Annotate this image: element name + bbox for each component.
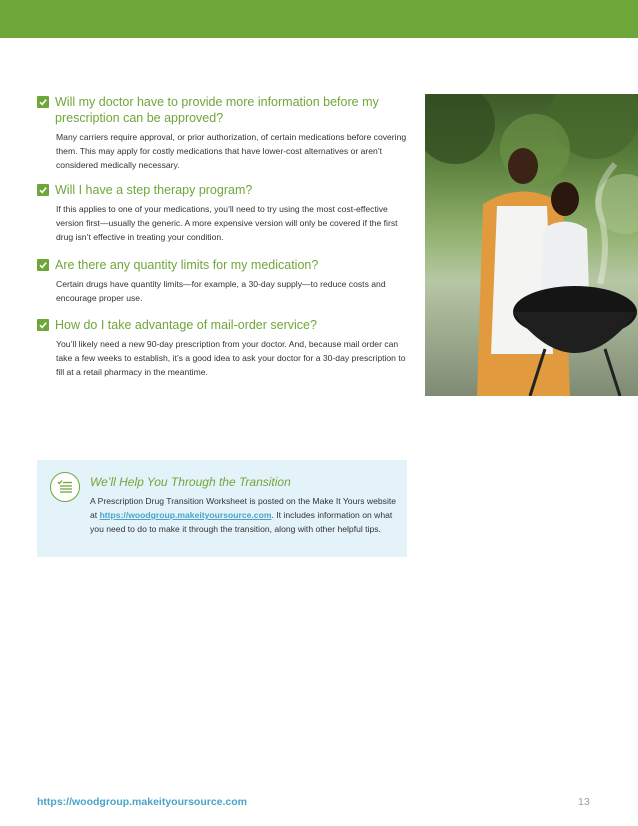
faq-question: Are there any quantity limits for my medication? bbox=[55, 258, 319, 272]
callout-body bbox=[90, 494, 400, 536]
checkbox-icon bbox=[37, 96, 49, 108]
checkbox-icon bbox=[37, 259, 49, 271]
faq-item bbox=[37, 182, 407, 244]
photo-couple-grilling bbox=[425, 94, 638, 396]
header-bar bbox=[0, 0, 638, 38]
worksheet-link[interactable]: https://woodgroup.makeityoursource.com bbox=[99, 510, 272, 520]
faq-question: Will my doctor have to provide more information before my prescription can be approved? bbox=[55, 95, 379, 125]
footer-url-link[interactable]: https://woodgroup.makeityoursource.com bbox=[37, 796, 248, 808]
callout-text: A Prescription Drug Transition Worksheet is posted on the Make It Yours website at bbox=[90, 496, 397, 520]
faq-item bbox=[37, 317, 407, 379]
checkbox-icon bbox=[37, 184, 49, 196]
checklist-icon bbox=[50, 472, 80, 502]
callout-text: . It includes information on what you need to do to make it through the transition, along with other helpful tips. bbox=[90, 510, 393, 534]
faq-question: Will I have a step therapy program? bbox=[55, 183, 253, 197]
faq-answer: You’ll likely need a new 90-day prescription from your doctor. And, because mail order can take a few weeks to establish, it’s a good idea to ask your doctor for a 30-day prescription to fill at a retail pharmacy in the meantime. bbox=[56, 339, 406, 377]
transition-callout bbox=[37, 460, 407, 557]
faq-answer: If this applies to one of your medications, you’ll need to try using the most cost-effective version first—usually the generic. A more expensive version will only be covered if the first drug isn’t effective in treating your condition. bbox=[56, 204, 398, 242]
checkbox-icon bbox=[37, 319, 49, 331]
faq-question: How do I take advantage of mail-order service? bbox=[55, 318, 317, 332]
faq-item bbox=[37, 94, 407, 172]
faq-answer: Many carriers require approval, or prior authorization, of certain medications before covering them. This may apply for costly medications that have lower-cost alternatives or aren’t considered medically necessary. bbox=[56, 132, 407, 170]
faq-item bbox=[37, 257, 407, 305]
callout-title: We’ll Help You Through the Transition bbox=[90, 475, 291, 489]
faq-answer: Certain drugs have quantity limits—for example, a 30-day supply—to reduce costs and encourage proper use. bbox=[56, 279, 386, 303]
page-number: 13 bbox=[578, 796, 590, 808]
